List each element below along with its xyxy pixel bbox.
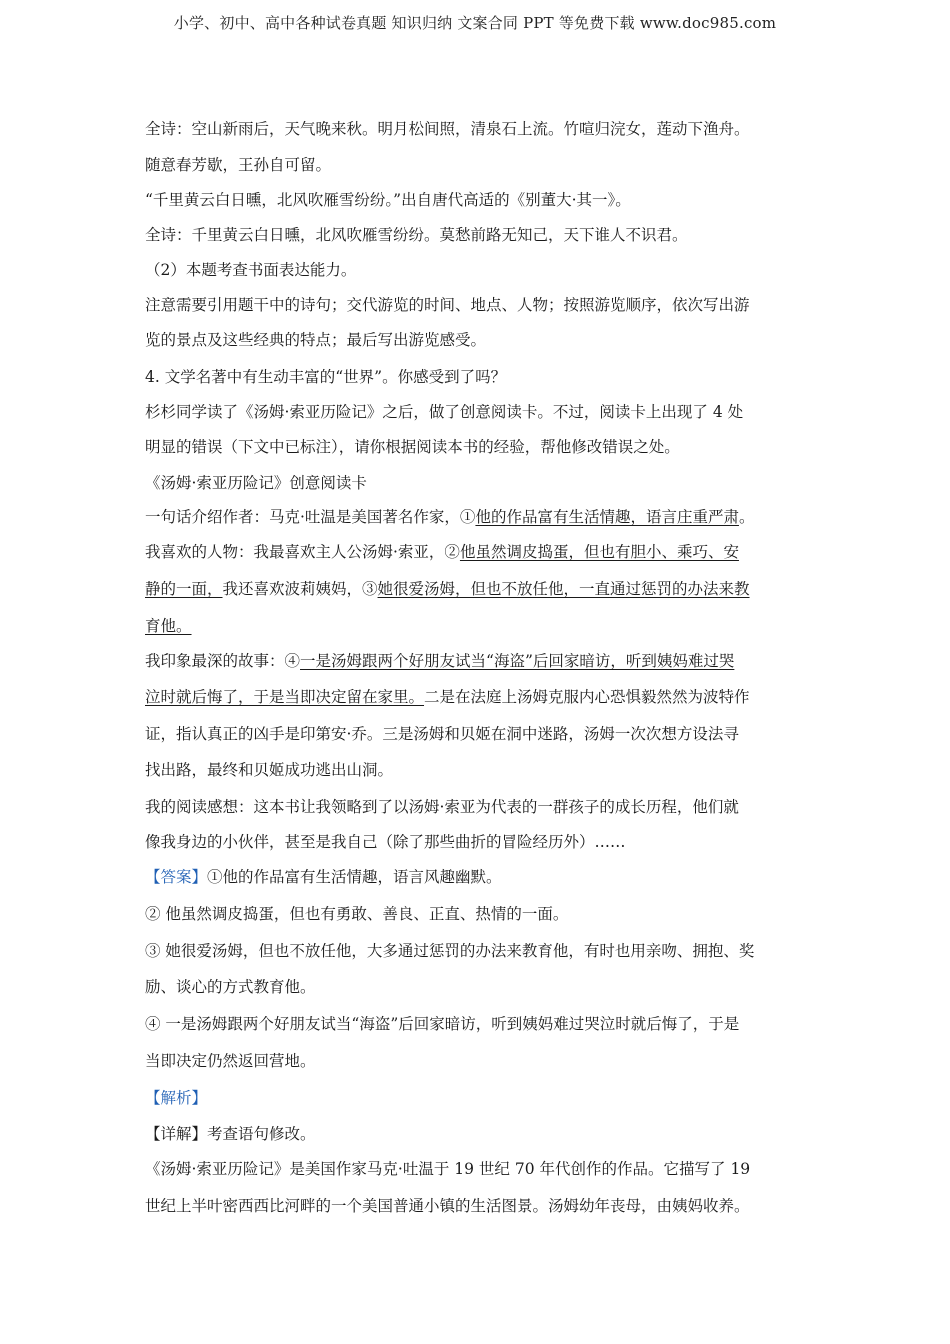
text-line <box>145 1123 316 1145</box>
text-line <box>145 831 626 853</box>
text-line <box>145 650 734 672</box>
text-line <box>145 866 502 888</box>
text-segment: 《汤姆·索亚历险记》是美国作家马克·吐温于 19 世纪 70 年代创作的作品。它描写了 19 <box>145 1160 751 1178</box>
text-line <box>145 1050 316 1072</box>
text-line <box>145 976 316 998</box>
underlined-text: 静的一面， <box>145 580 223 598</box>
text-segment: 览的景点及这些经典的特点；最后写出游览感受。 <box>145 331 487 349</box>
text-line <box>145 329 486 351</box>
text-segment: 。 <box>738 508 755 526</box>
text-segment: 全诗：空山新雨后，天气晚来秋。明月松间照，清泉石上流。竹喧归浣女，莲动下渔舟。 <box>145 120 750 138</box>
text-segment: 当即决定仍然返回营地。 <box>145 1052 316 1070</box>
text-line <box>145 940 754 962</box>
text-segment: “千里黄云白日曛，北风吹雁雪纷纷。”出自唐代高适的《别董大·其一》。 <box>145 191 631 209</box>
text-line <box>145 189 631 211</box>
underlined-text: 她很爱汤姆，但也不放任他，一直通过惩罚的办法来教 <box>377 580 750 598</box>
text-segment: 像我身边的小伙伴，甚至是我自己（除了那些曲折的冒险经历外）…… <box>145 833 626 851</box>
text-line <box>145 506 754 528</box>
text-segment: 《汤姆·索亚历险记》创意阅读卡 <box>145 474 367 492</box>
text-segment: 我的阅读感想：这本书让我领略到了以汤姆·索亚为代表的一群孩子的成长历程，他们就 <box>145 798 739 816</box>
underlined-text: 他虽然调皮捣蛋，但也有胆小、乘巧、安 <box>459 543 739 561</box>
text-segment: 我印象最深的故事：④ <box>145 652 301 670</box>
page-header: 小学、初中、高中各种试卷真题 知识归纳 文案合同 PPT 等免费下载 www.doc985.com <box>173 14 777 32</box>
text-segment: 【详解】考查语句修改。 <box>145 1125 316 1143</box>
text-segment: 杉杉同学读了《汤姆·索亚历险记》之后，做了创意阅读卡。不过，阅读卡上出现了 4 处 <box>145 403 744 421</box>
text-line <box>145 578 750 600</box>
text-segment: 找出路，最终和贝姬成功逃出山洞。 <box>145 761 394 779</box>
text-line <box>145 1158 750 1180</box>
text-segment: ①他的作品富有生活情趣，语言风趣幽默。 <box>207 868 502 886</box>
text-segment: 世纪上半叶密西西比河畔的一个美国普通小镇的生活图景。汤姆幼年丧母，由姨妈收养。 <box>145 1197 750 1215</box>
text-segment: 证，指认真正的凶手是印第安·乔。三是汤姆和贝姬在洞中迷路，汤姆一次次想方设法寻 <box>145 725 739 743</box>
text-line <box>145 759 393 781</box>
section-label: 【答案】 <box>145 868 208 886</box>
text-line <box>145 903 568 925</box>
underlined-text: 泣时就后悔了，于是当即决定留在家里。 <box>145 688 425 706</box>
text-line <box>145 723 739 745</box>
text-segment: ② 他虽然调皮捣蛋，但也有勇敢、善良、正直、热情的一面。 <box>145 905 569 923</box>
text-line <box>145 436 680 458</box>
text-line <box>145 401 743 423</box>
text-segment: 我还喜欢波莉姨妈，③ <box>222 580 378 598</box>
text-segment: ③ 她很爱汤姆，但也不放任他，大多通过惩罚的办法来教育他，有时也用亲吻、拥抱、奖 <box>145 942 755 960</box>
text-segment: 我喜欢的人物：我最喜欢主人公汤姆·索亚，② <box>145 543 460 561</box>
text-line <box>145 294 750 316</box>
text-segment: 注意需要引用题干中的诗句；交代游览的时间、地点、人物；按照游览顺序，依次写出游 <box>145 296 750 314</box>
text-line <box>145 615 192 637</box>
text-segment: 明显的错误（下文中已标注），请你根据阅读本书的经验，帮他修改错误之处。 <box>145 438 680 456</box>
text-line <box>145 118 750 140</box>
text-line <box>145 224 688 246</box>
text-segment: 二是在法庭上汤姆克服内心恐惧毅然然为波特作 <box>424 688 750 706</box>
text-line <box>145 1195 750 1217</box>
text-line <box>145 366 506 388</box>
text-line <box>145 472 367 494</box>
underlined-text: 育他。 <box>145 617 192 635</box>
text-segment: ④ 一是汤姆跟两个好朋友试当“海盗”后回家暗访，听到姨妈难过哭泣时就后悔了，于是 <box>145 1015 740 1033</box>
text-line <box>145 1013 739 1035</box>
text-line <box>145 1087 207 1109</box>
text-segment: 随意春芳歇，王孙自可留。 <box>145 156 332 174</box>
section-label: 【解析】 <box>145 1089 208 1107</box>
underlined-text: 他的作品富有生活情趣，语言庄重严肃 <box>475 508 739 526</box>
text-segment: 全诗：千里黄云白日曛，北风吹雁雪纷纷。莫愁前路无知己，天下谁人不识君。 <box>145 226 688 244</box>
text-line <box>145 154 331 176</box>
text-segment: 4. 文学名著中有生动丰富的“世界”。你感受到了吗？ <box>145 368 507 386</box>
text-segment: 励、谈心的方式教育他。 <box>145 978 316 996</box>
text-line <box>145 796 739 818</box>
underlined-text: 一是汤姆跟两个好朋友试当“海盗”后回家暗访，听到姨妈难过哭 <box>300 652 735 670</box>
text-line <box>145 541 739 563</box>
text-segment: （2）本题考查书面表达能力。 <box>145 261 357 279</box>
text-line <box>145 259 356 281</box>
text-segment: 一句话介绍作者：马克·吐温是美国著名作家，① <box>145 508 476 526</box>
text-line <box>145 686 750 708</box>
